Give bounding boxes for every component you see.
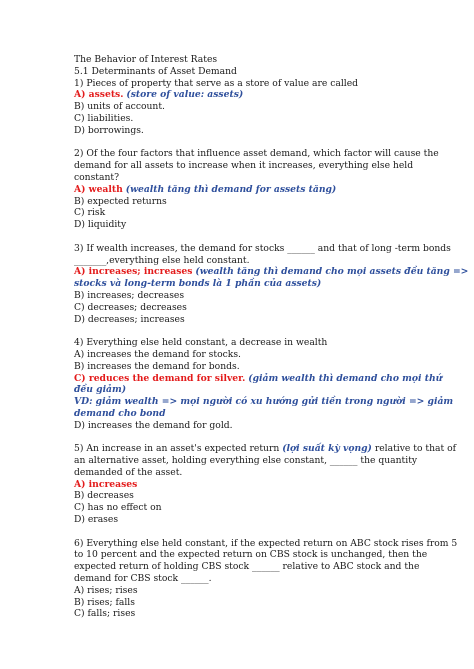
q3-stem-line-2: _______,everything else held constant. xyxy=(74,254,250,266)
q3-answer: A) increases; increases xyxy=(74,266,193,278)
q2-stem-line-1: 2) Of the four factors that influence asset demand, which factor will cause the xyxy=(74,148,439,160)
q6-stem-line-2: to 10 percent and the expected return on CBS stock is unchanged, then the xyxy=(74,549,428,561)
q3-option-d: D) decreases; increases xyxy=(74,313,185,325)
q5-answer: A) increases xyxy=(74,478,138,490)
q4-example-line-1: VD: giảm wealth => mọi người có xu hướng gửi tiền trong người => giảm xyxy=(74,396,454,408)
q2-stem-line-2: demand for all assets to increase when it increases, everything else held xyxy=(74,160,414,172)
q6-stem-line-4: demand for CBS stock ______. xyxy=(74,573,212,585)
q4-answer-note-line-1: (giảm wealth thì demand cho mọi thứ xyxy=(248,372,443,384)
q5-option-c: C) has no effect on xyxy=(74,502,162,514)
q6-stem-line-1: 6) Everything else held constant, if the expected return on ABC stock rises from 5 xyxy=(74,537,458,549)
q5-stem-line-3: demanded of the asset. xyxy=(74,466,183,478)
section-heading: 5.1 Determinants of Asset Demand xyxy=(74,65,237,77)
question-3 xyxy=(74,242,469,326)
question-1 xyxy=(74,78,404,137)
q1-answer-note: (store of value: assets) xyxy=(126,89,244,101)
spacer xyxy=(74,137,404,149)
question-4 xyxy=(74,337,454,431)
q3-option-c: C) decreases; decreases xyxy=(74,301,187,313)
q1-option-c: C) liabilities. xyxy=(74,112,134,124)
q1-option-b: B) units of account. xyxy=(74,101,165,113)
q4-option-d: D) increases the demand for gold. xyxy=(74,419,233,431)
q6-stem-line-3: expected return of holding CBS stock ______ relative to ABC stock and the xyxy=(74,561,420,573)
q2-answer-note: (wealth tăng thì demand for assets tăng) xyxy=(125,183,337,195)
question-6 xyxy=(74,537,458,621)
q6-option-a: A) rises; rises xyxy=(74,584,138,596)
q1-answer: A) assets. xyxy=(74,89,124,101)
q2-option-d: D) liquidity xyxy=(74,219,127,231)
question-5 xyxy=(74,443,457,526)
q4-answer: C) reduces the demand for silver. xyxy=(74,372,246,384)
question-2 xyxy=(74,148,439,231)
spacer xyxy=(74,432,404,444)
q2-option-b: B) expected returns xyxy=(74,195,167,207)
q3-answer-note-line-1: (wealth tăng thì demand cho mọi assets đều tăng => xyxy=(195,266,469,278)
q6-option-b: B) rises; falls xyxy=(74,596,135,608)
q5-option-b: B) decreases xyxy=(74,490,134,502)
q5-stem-line-1 xyxy=(74,443,457,455)
q4-option-a: A) increases the demand for stocks. xyxy=(74,348,241,360)
document-page xyxy=(74,54,469,620)
q3-stem-line-1: 3) If wealth increases, the demand for stocks ______ and that of long -term bonds xyxy=(74,242,451,254)
q4-option-b: B) increases the demand for bonds. xyxy=(74,360,240,372)
q5-stem-line-2: an alternative asset, holding everything else constant, ______ the quantity xyxy=(74,455,418,467)
q6-option-c: C) falls; rises xyxy=(74,608,136,620)
q1-stem: 1) Pieces of property that serve as a store of value are called xyxy=(74,77,359,89)
q4-answer-note-line-2: đều giảm) xyxy=(74,384,127,396)
q3-option-b: B) increases; decreases xyxy=(74,289,185,301)
q3-answer-note-line-2: stocks và long-term bonds là 1 phần của assets) xyxy=(74,278,322,290)
q4-example-line-2: demand cho bond xyxy=(74,407,166,419)
q5-stem-note: (lợi suất kỳ vọng) xyxy=(282,443,372,455)
q2-stem-line-3: constant? xyxy=(74,171,120,183)
spacer xyxy=(74,231,404,243)
q1-option-d: D) borrowings. xyxy=(74,124,144,136)
q5-stem-post: relative to that of xyxy=(374,443,457,455)
spacer xyxy=(74,325,404,337)
q5-option-d: D) erases xyxy=(74,514,119,526)
doc-title: The Behavior of Interest Rates xyxy=(74,54,218,65)
q2-option-c: C) risk xyxy=(74,207,106,219)
q2-option-a xyxy=(74,184,404,196)
q1-option-a xyxy=(74,89,404,101)
q5-stem-pre: 5) An increase in an asset's expected return xyxy=(74,443,280,455)
q4-stem: 4) Everything else held constant, a decrease in wealth xyxy=(74,337,328,349)
spacer xyxy=(74,526,404,538)
q3-option-a xyxy=(74,266,469,278)
q4-option-c xyxy=(74,372,443,385)
q2-answer: A) wealth xyxy=(74,183,123,195)
